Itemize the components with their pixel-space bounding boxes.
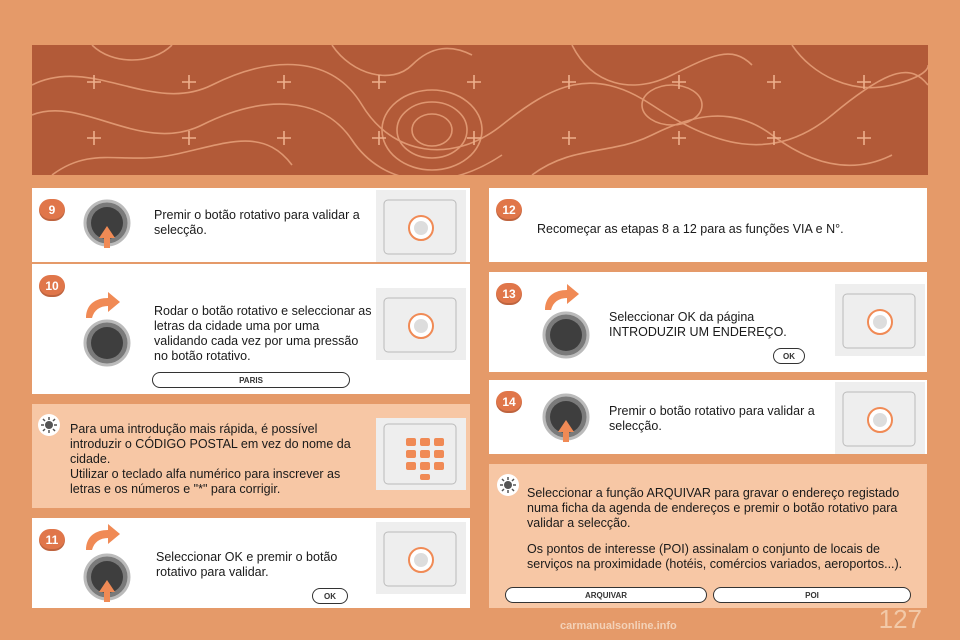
step-11-text: Seleccionar OK e premir o botão rotativo para validar. <box>156 550 338 579</box>
step-number-badge: 13 <box>496 283 522 305</box>
step-13-card <box>489 272 927 372</box>
step-9-card <box>32 188 470 262</box>
step-number-badge: 14 <box>496 391 522 413</box>
rotate-arrow-icon <box>82 292 122 320</box>
paris-label: PARIS <box>152 372 350 388</box>
radio-device-illustration <box>376 190 466 262</box>
step-10-text: Rodar o botão rotativo e seleccionar as letras da cidade uma por uma validando cada vez por uma pressão no botão rotativo. <box>154 304 372 363</box>
step-9-text: Premir o botão rotativo para validar a selecção. <box>154 208 360 237</box>
ok-label: OK <box>312 588 348 604</box>
rotary-knob-press-icon <box>82 198 132 248</box>
page-number: 127 <box>878 604 922 634</box>
tip-1-card <box>32 404 470 508</box>
keypad-device-illustration <box>376 418 466 490</box>
step-number-badge: 9 <box>39 199 65 221</box>
rotary-knob-icon <box>541 310 591 360</box>
rotary-knob-icon <box>82 318 132 368</box>
step-number-badge: 12 <box>496 199 522 221</box>
ok-label: OK <box>773 348 805 364</box>
step-10-card <box>32 264 470 394</box>
step-14-card <box>489 380 927 454</box>
step-12-text: Recomeçar as etapas 8 a 12 para as funções VIA e N°. <box>537 222 844 236</box>
topographic-banner <box>32 45 928 175</box>
tip-1-text: Para uma introdução mais rápida, é possível introduzir o CÓDIGO POSTAL em vez do nome da cidade. Utilizar o teclado alfa numérico para inscrever as letras e os números e "*" para corrigir. <box>70 422 351 496</box>
tip-2-text-1: Seleccionar a função ARQUIVAR para gravar o endereço registado numa ficha da agenda de endereços e premir o botão rotativo para validar a selecção. <box>527 486 900 530</box>
poi-label: POI <box>713 587 911 603</box>
lightbulb-icon <box>497 474 519 496</box>
radio-device-illustration <box>835 284 925 356</box>
tip-2-card <box>489 464 927 608</box>
tip-2-text-2: Os pontos de interesse (POI) assinalam o conjunto de locais de serviços na proximidade (hotéis, comércios variados, aeroportos...). <box>527 542 903 571</box>
radio-device-illustration <box>376 288 466 360</box>
rotary-knob-press-icon <box>82 552 132 602</box>
watermark-footer: carmanualsonline.info <box>560 620 677 632</box>
topographic-map-illustration <box>32 45 928 175</box>
rotate-arrow-icon <box>82 524 122 552</box>
radio-device-illustration <box>835 382 925 454</box>
step-13-text: Seleccionar OK da página INTRODUZIR UM ENDEREÇO. <box>609 310 787 339</box>
step-14-text: Premir o botão rotativo para validar a selecção. <box>609 404 815 433</box>
step-number-badge: 11 <box>39 529 65 551</box>
lightbulb-icon <box>38 414 60 436</box>
step-number-badge: 10 <box>39 275 65 297</box>
rotate-arrow-icon <box>541 284 581 312</box>
step-12-card <box>489 188 927 262</box>
arquivar-label: ARQUIVAR <box>505 587 707 603</box>
step-11-card <box>32 518 470 608</box>
rotary-knob-press-icon <box>541 392 591 442</box>
radio-device-illustration <box>376 522 466 594</box>
